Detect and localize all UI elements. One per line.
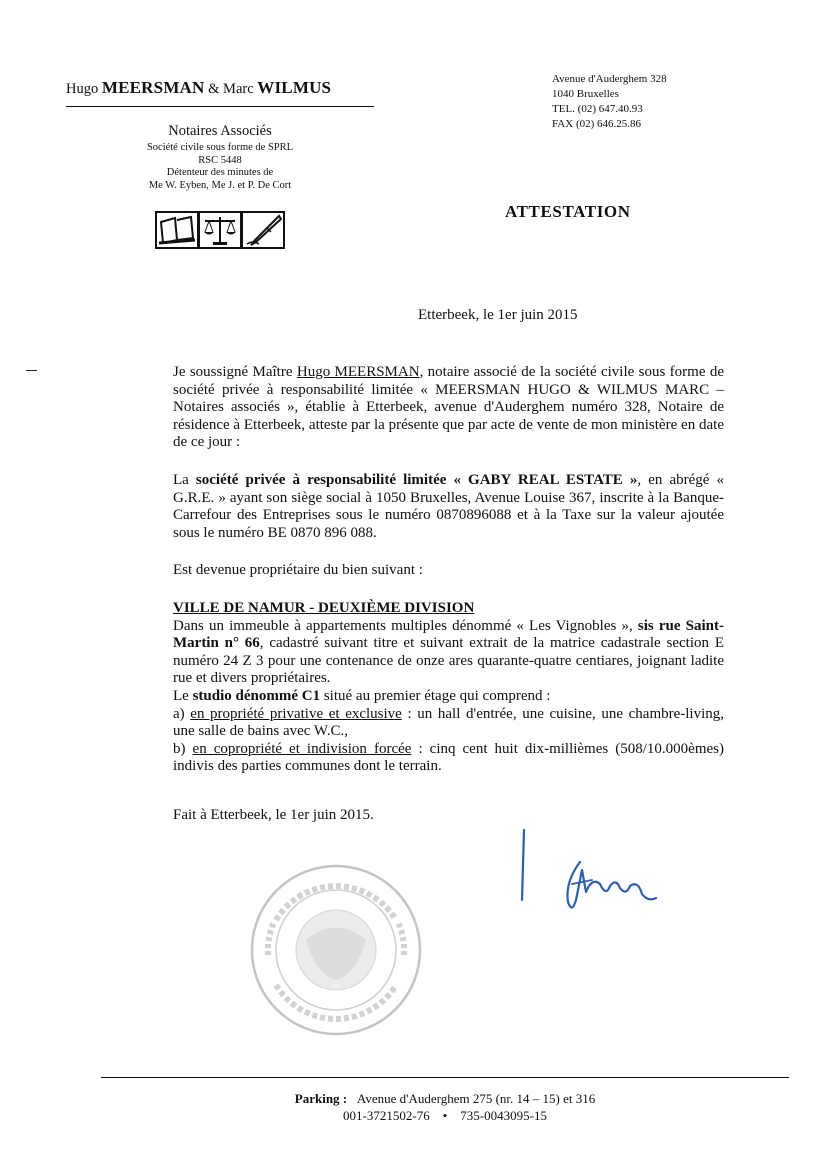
contact-fax: FAX (02) 646.25.86 xyxy=(552,118,642,130)
document-body xyxy=(173,364,724,776)
property-heading: VILLE DE NAMUR - DEUXIÈME DIVISION xyxy=(173,599,475,616)
notary-logo xyxy=(155,210,285,250)
margin-mark xyxy=(26,370,37,371)
property-unit xyxy=(173,688,724,706)
contact-phone: TEL. (02) 647.40.93 xyxy=(552,103,643,115)
parking-label: Parking : xyxy=(294,1091,348,1106)
notary-name: Hugo MEERSMAN xyxy=(296,364,420,380)
notary-last-name-1: MEERSMAN xyxy=(101,78,205,97)
text-run: , notaire associé de la société civile sous forme de société privée à responsabilité limitée « MEERSMAN HUGO & WILMUS MARC – Notaires associés », établie à Etterbeek, avenue d'Auderghem numéro 328, Notaire de résidence à Etterbeek, atteste par la présente que par acte de vente de mon ministère en date de ce jour : xyxy=(173,364,724,451)
office-line: Société civile sous forme de SPRL xyxy=(146,142,294,153)
contact-block xyxy=(552,72,667,132)
footer-parking xyxy=(101,1090,789,1107)
contact-address: Avenue d'Auderghem 328 xyxy=(552,73,667,85)
paragraph-declaration xyxy=(173,364,724,452)
bank-account-1: 001-3721502-76 xyxy=(343,1108,430,1123)
ampersand: & xyxy=(208,81,220,97)
contact-city: 1040 Bruxelles xyxy=(552,88,619,100)
document-title: ATTESTATION xyxy=(505,202,631,221)
property-description xyxy=(173,600,724,776)
office-title: Notaires Associés xyxy=(168,123,272,139)
footer-accounts xyxy=(101,1107,789,1124)
property-item-a xyxy=(173,706,724,741)
notary-last-name-2: WILMUS xyxy=(257,78,332,97)
item-a-type: en propriété privative et exclusive xyxy=(190,705,402,722)
property-item-b xyxy=(173,741,724,776)
notary-first-name-1: Hugo xyxy=(66,81,99,97)
text-run: Dans un immeuble à appartements multiples dénommé « Les Vignobles », xyxy=(173,617,638,634)
text-run: : un hall d'entrée, une cuisine, une chambre-living, une salle de bains avec W.C., xyxy=(173,705,725,740)
footer xyxy=(101,1090,789,1124)
bullet-separator: • xyxy=(442,1108,448,1123)
office-block xyxy=(120,123,320,192)
book-icon xyxy=(156,212,198,248)
header-divider xyxy=(66,106,374,107)
footer-divider xyxy=(101,1077,789,1078)
property-building xyxy=(173,618,724,688)
pen-icon xyxy=(242,212,284,248)
item-b-type: en copropriété et indivision forcée xyxy=(192,740,412,757)
office-line: Détenteur des minutes de xyxy=(166,167,274,178)
text-run: , en abrégé « G.R.E. » ayant son siège social à 1050 Bruxelles, Avenue Louise 367, inscrite à la Banque-Carrefour des Entreprises sous le numéro 0870896088 et à la Taxe sur la valeur ajoutée sous le numéro BE 0870 896 088. xyxy=(173,471,724,541)
date-place: Etterbeek, le 1er juin 2015 xyxy=(418,307,578,323)
text-run: La xyxy=(173,471,196,488)
text-run: b) xyxy=(173,740,193,757)
parking-address: Avenue d'Auderghem 275 (nr. 14 – 15) et 316 xyxy=(356,1091,596,1106)
text-run: a) xyxy=(173,705,191,722)
paragraph-ownership: Est devenue propriétaire du bien suivant : xyxy=(173,562,423,579)
text-run: , cadastré suivant titre et suivant extrait de la matrice cadastrale section E numéro 24 Z 3 pour une contenance de onze ares quarante-quatre centiares, joignant ladite rue et divers propriétaires. xyxy=(173,635,724,687)
property-address: sis rue Saint-Martin n° 66 xyxy=(173,617,724,652)
scales-icon xyxy=(199,212,241,248)
notary-names xyxy=(66,78,331,98)
text-run: : cinq cent huit dix-millièmes (508/10.000èmes) indivis des parties communes dont le terrain. xyxy=(173,740,724,775)
signature xyxy=(510,822,670,922)
closing-line: Fait à Etterbeek, le 1er juin 2015. xyxy=(173,807,374,823)
office-line: RSC 5448 xyxy=(198,154,242,166)
office-line: Me W. Eyben, Me J. et P. De Cort xyxy=(148,179,292,191)
paragraph-buyer xyxy=(173,472,724,542)
buyer-name: société privée à responsabilité limitée « GABY REAL ESTATE » xyxy=(195,471,638,488)
notary-seal-stamp xyxy=(246,860,426,1040)
text-run: Je soussigné Maître xyxy=(173,364,297,380)
unit-name: studio dénommé C1 xyxy=(192,687,321,704)
bank-account-2: 735-0043095-15 xyxy=(460,1108,547,1123)
text-run: situé au premier étage qui comprend : xyxy=(320,687,551,704)
text-run: Le xyxy=(173,687,193,704)
notary-first-name-2: Marc xyxy=(223,81,254,97)
